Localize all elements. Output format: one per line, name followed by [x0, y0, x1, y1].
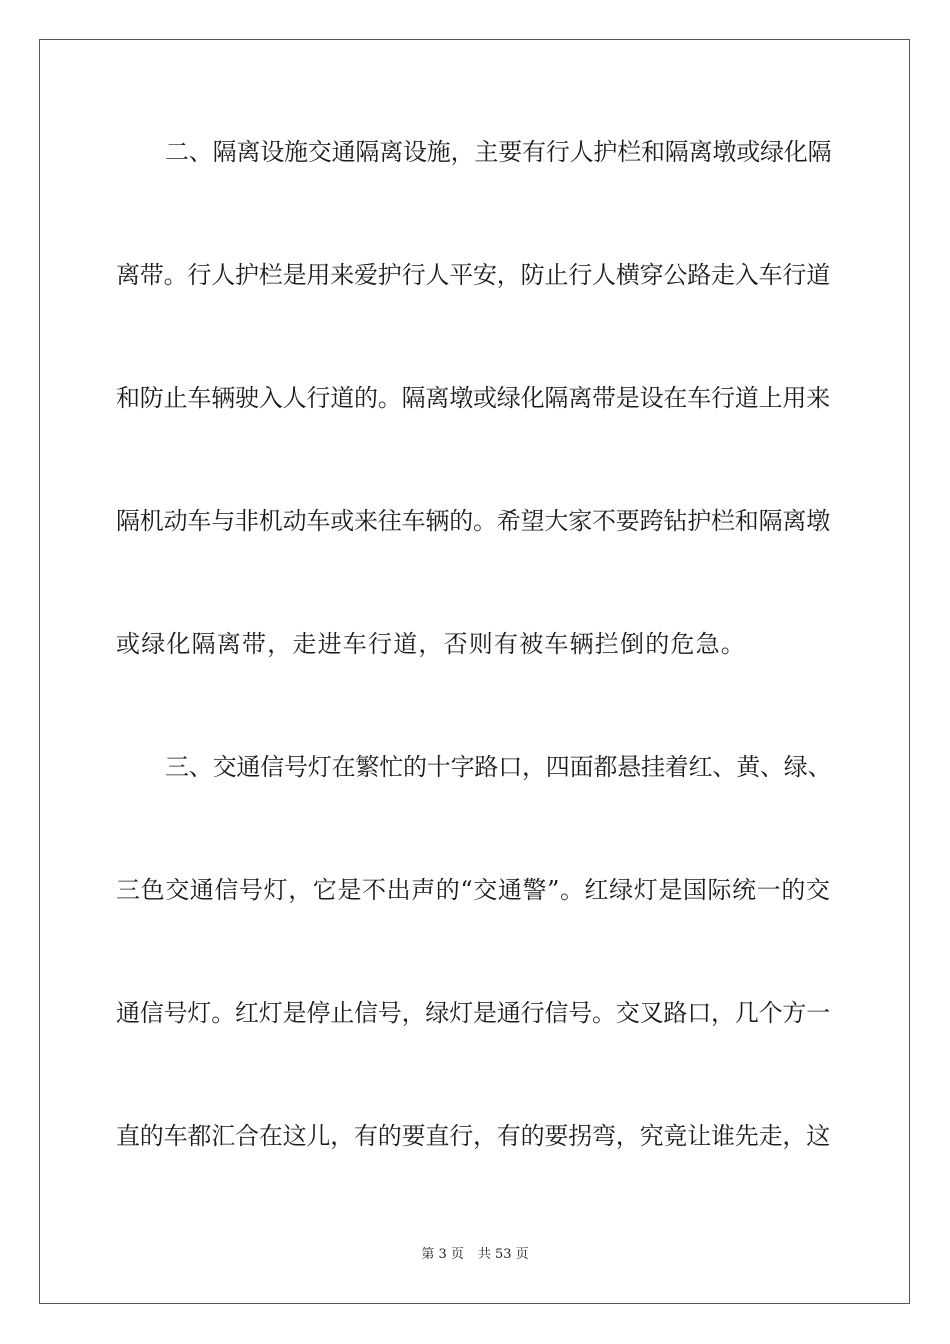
text-line: 三色交通信号灯，它是不出声的“交通警”。红绿灯是国际统一的交: [116, 876, 831, 904]
page-number: 第 3 页: [421, 1247, 464, 1262]
text-line: 或绿化隔离带，走进车行道，否则有被车辆拦倒的危急。: [116, 630, 746, 658]
text-line: 三、交通信号灯在繁忙的十字路口，四面都悬挂着红、黄、绿、: [165, 753, 832, 781]
text-line: 和防止车辆驶入人行道的。隔离墩或绿化隔离带是设在车行道上用来: [116, 384, 830, 412]
page-border: [39, 39, 910, 1304]
page-footer: [0, 1246, 950, 1264]
text-line: 二、隔离设施交通隔离设施，主要有行人护栏和隔离墩或绿化隔: [165, 138, 832, 166]
page-total: 共 53 页: [477, 1247, 529, 1262]
text-line: 离带。行人护栏是用来爱护行人平安，防止行人横穿公路走入车行道: [116, 261, 830, 289]
text-line: 直的车都汇合在这儿，有的要直行，有的要拐弯，究竟让谁先走，这: [116, 1122, 830, 1150]
text-line: 通信号灯。红灯是停止信号，绿灯是通行信号。交叉路口，几个方一: [116, 999, 830, 1027]
text-line: 隔机动车与非机动车或来往车辆的。希望大家不要跨钻护栏和隔离墩: [116, 507, 830, 535]
